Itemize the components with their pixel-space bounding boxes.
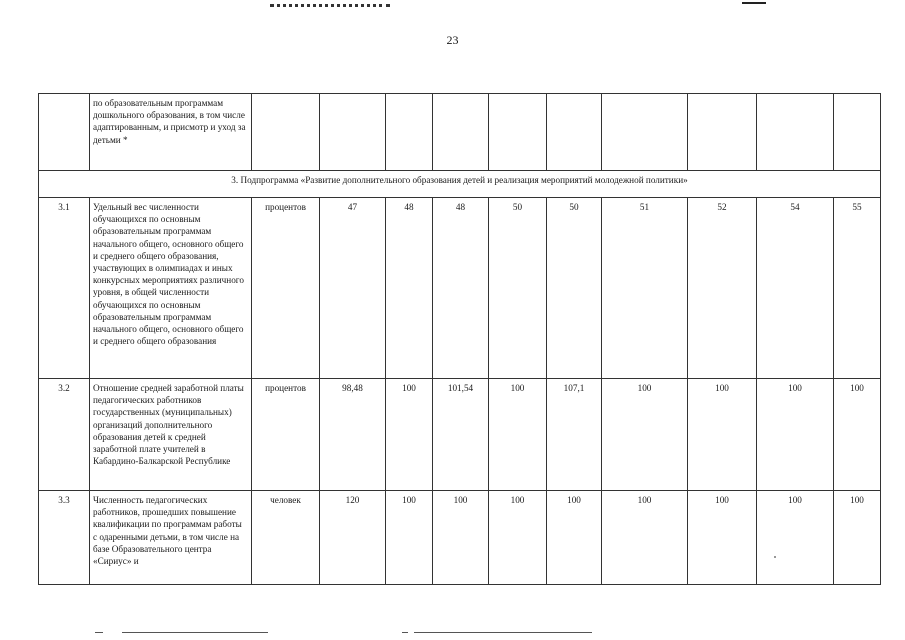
value-cell: 54 (757, 198, 834, 379)
value-cell: 100 (834, 379, 881, 491)
section-title: 3. Подпрограмма «Развитие дополнительного образования детей и реализация мероприятий молодежной политики» (39, 171, 881, 198)
row-description: Отношение средней заработной платы педагогических работников государственных (муниципальных) организаций дополнительного образования детей к средней заработной плате учителей в Кабардино-Балкарской Республике (90, 379, 252, 491)
row-number: 3.1 (39, 198, 90, 379)
row-number: 3.2 (39, 379, 90, 491)
row-description: Численность педагогических работников, прошедших повышение квалификации по программам работы с одаренными детьми, в том числе на базе Образовательного центра «Сириус» и (90, 491, 252, 585)
row-unit (252, 94, 320, 171)
indicators-table (38, 93, 881, 585)
value-cell: 47 (320, 198, 386, 379)
page-number: 23 (446, 33, 459, 47)
table-row (39, 379, 881, 491)
value-cell: 52 (688, 198, 757, 379)
value-cell: 100 (834, 491, 881, 585)
value-cell (757, 94, 834, 171)
value-cell (547, 94, 602, 171)
bottom-edge-line (414, 632, 592, 633)
value-cell: 50 (547, 198, 602, 379)
value-cell: 100 (547, 491, 602, 585)
value-cell: 101,54 (433, 379, 489, 491)
table-row (39, 491, 881, 585)
value-cell: 100 (386, 379, 433, 491)
value-cell (688, 94, 757, 171)
scan-speck (774, 556, 776, 558)
value-cell: 55 (834, 198, 881, 379)
value-cell: 100 (433, 491, 489, 585)
bottom-edge-mark (402, 632, 408, 633)
table-row (39, 198, 881, 379)
top-edge-scan-mark (270, 0, 390, 7)
value-cell: 100 (757, 491, 834, 585)
value-cell: 51 (602, 198, 688, 379)
value-cell: 107,1 (547, 379, 602, 491)
value-cell: 100 (386, 491, 433, 585)
value-cell (602, 94, 688, 171)
row-unit: процентов (252, 379, 320, 491)
value-cell: 48 (386, 198, 433, 379)
row-description: по образовательным программам дошкольного образования, в том числе адаптированным, и присмотр и уход за детьми * (90, 94, 252, 171)
row-number (39, 94, 90, 171)
value-cell: 100 (757, 379, 834, 491)
value-cell: 120 (320, 491, 386, 585)
value-cell: 100 (489, 379, 547, 491)
row-unit: процентов (252, 198, 320, 379)
value-cell: 100 (602, 379, 688, 491)
row-unit: человек (252, 491, 320, 585)
value-cell: 100 (688, 379, 757, 491)
value-cell: 98,48 (320, 379, 386, 491)
value-cell: 50 (489, 198, 547, 379)
bottom-edge-line (122, 632, 268, 633)
table-row (39, 94, 881, 171)
row-number: 3.3 (39, 491, 90, 585)
value-cell: 100 (489, 491, 547, 585)
value-cell (320, 94, 386, 171)
value-cell (386, 94, 433, 171)
section-row (39, 171, 881, 198)
value-cell: 100 (602, 491, 688, 585)
value-cell: 100 (688, 491, 757, 585)
value-cell (433, 94, 489, 171)
row-description: Удельный вес численности обучающихся по основным образовательным программам начального общего, основного общего и среднего общего образования, участвующих в олимпиадах и иных конкурсных мероприятиях различного уровня, в общей численности обучающихся по основным образовательным программам начального общего, основного общего и среднего общего образования (90, 198, 252, 379)
value-cell: 48 (433, 198, 489, 379)
bottom-edge-mark (95, 632, 103, 633)
value-cell (489, 94, 547, 171)
top-edge-line-mark (742, 2, 766, 4)
value-cell (834, 94, 881, 171)
